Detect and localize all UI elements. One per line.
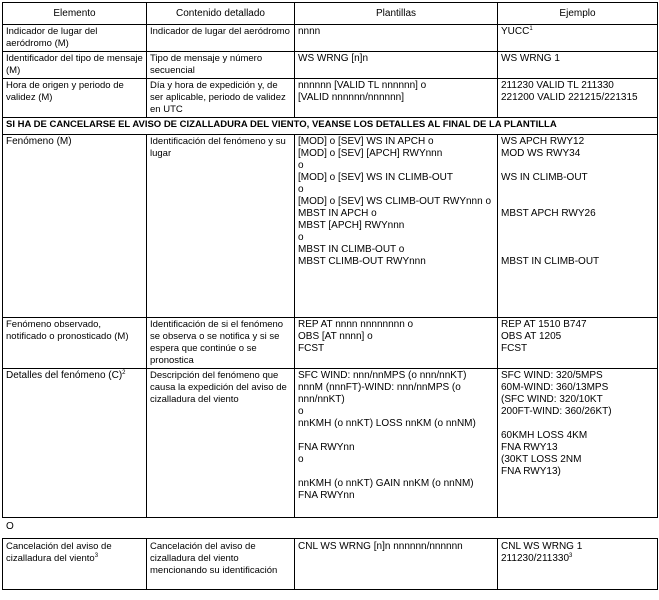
wind-shear-template-table — [2, 2, 658, 518]
example-cell — [498, 25, 658, 52]
table-row — [3, 369, 658, 518]
table-row — [3, 79, 658, 118]
table-row — [3, 135, 658, 318]
content-cell: Identificación del fenómeno y su lugar — [147, 135, 295, 318]
example-cell — [498, 539, 658, 590]
template-cell: CNL WS WRNG [n]n nnnnnn/nnnnnn — [295, 539, 498, 590]
content-cell: Cancelación del aviso de cizalladura del viento mencionando su identificación — [147, 539, 295, 590]
cancellation-notice: SI HA DE CANCELARSE EL AVISO DE CIZALLADURA DEL VIENTO, VEANSE LOS DETALLES AL FINAL DE LA PLANTILLA — [3, 118, 658, 135]
content-cell: Descripción del fenómeno que causa la expedición del aviso de cizalladura del viento — [147, 369, 295, 518]
example-text: CNL WS WRNG 1 211230/211330 — [501, 541, 583, 564]
table-row — [3, 25, 658, 52]
content-cell: Día y hora de expedición y, de ser aplicable, periodo de validez en UTC — [147, 79, 295, 118]
content-cell: Identificación de si el fenómeno se observa o se notifica y si se espera que continúe o se pronostica — [147, 318, 295, 369]
table-row — [3, 52, 658, 79]
header-templates: Plantillas — [295, 3, 498, 25]
footnote-ref: 2 — [122, 370, 126, 376]
example-cell: SFC WIND: 320/5MPS 60M-WIND: 360/13MPS (SFC WIND: 320/10KT 200FT-WIND: 360/26KT) 60KMH LOSS 4KM FNA RWY13 (30KT LOSS 2NM FNA RWY13) — [498, 369, 658, 518]
table-row — [3, 539, 658, 590]
element-cell — [3, 369, 147, 518]
header-example: Ejemplo — [498, 3, 658, 25]
template-cell: REP AT nnnn nnnnnnnn o OBS [AT nnnn] o FCST — [295, 318, 498, 369]
header-content: Contenido detallado — [147, 3, 295, 25]
example-text: YUCC — [501, 26, 530, 37]
template-cell: nnnnnn [VALID TL nnnnnn] o [VALID nnnnnn/nnnnnn] — [295, 79, 498, 118]
element-cell: Fenómeno (M) — [3, 135, 147, 318]
footnote-ref: 1 — [529, 26, 533, 32]
element-cell: Identificador del tipo de mensaje (M) — [3, 52, 147, 79]
example-cell: WS WRNG 1 — [498, 52, 658, 79]
header-element: Elemento — [3, 3, 147, 25]
content-cell: Indicador de lugar del aeródromo — [147, 25, 295, 52]
example-cell: 211230 VALID TL 211330 221200 VALID 221215/221315 — [498, 79, 658, 118]
template-cell: [MOD] o [SEV] WS IN APCH o [MOD] o [SEV] [APCH] RWYnnn o [MOD] o [SEV] WS IN CLIMB-OUT o [MOD] o [SEV] WS CLIMB-OUT RWYnnn o MBST IN APCH o MBST [APCH] RWYnnn o MBST IN CLIMB-OUT o MBST CLIMB-OUT RWYnnn — [295, 135, 498, 318]
header-row — [3, 3, 658, 25]
example-cell: REP AT 1510 B747 OBS AT 1205 FCST — [498, 318, 658, 369]
cancellation-notice-row — [3, 118, 658, 135]
template-cell: nnnn — [295, 25, 498, 52]
example-cell: WS APCH RWY12 MOD WS RWY34 WS IN CLIMB-OUT MBST APCH RWY26 MBST IN CLIMB-OUT — [498, 135, 658, 318]
element-cell: Hora de origen y periodo de validez (M) — [3, 79, 147, 118]
element-cell — [3, 539, 147, 590]
template-cell: WS WRNG [n]n — [295, 52, 498, 79]
element-text: Cancelación del aviso de cizalladura del viento — [6, 541, 112, 564]
footnote-ref: 3 — [569, 553, 573, 559]
element-cell: Fenómeno observado, notificado o pronosticado (M) — [3, 318, 147, 369]
table-row — [3, 318, 658, 369]
element-cell: Indicador de lugar del aeródromo (M) — [3, 25, 147, 52]
element-text: Detalles del fenómeno (C) — [6, 370, 123, 381]
footnote-ref: 3 — [94, 553, 99, 559]
or-label: O — [6, 521, 14, 532]
cancellation-table — [2, 538, 658, 590]
content-cell: Tipo de mensaje y número secuencial — [147, 52, 295, 79]
template-cell: SFC WIND: nnn/nnMPS (o nnn/nnKT) nnnM (nnnFT)-WIND: nnn/nnMPS (o nnn/nnKT) o nnKMH (o nnKT) LOSS nnKM (o nnNM) FNA RWYnn o nnKMH (o nnKT) GAIN nnKM (o nnNM) FNA RWYnn — [295, 369, 498, 518]
